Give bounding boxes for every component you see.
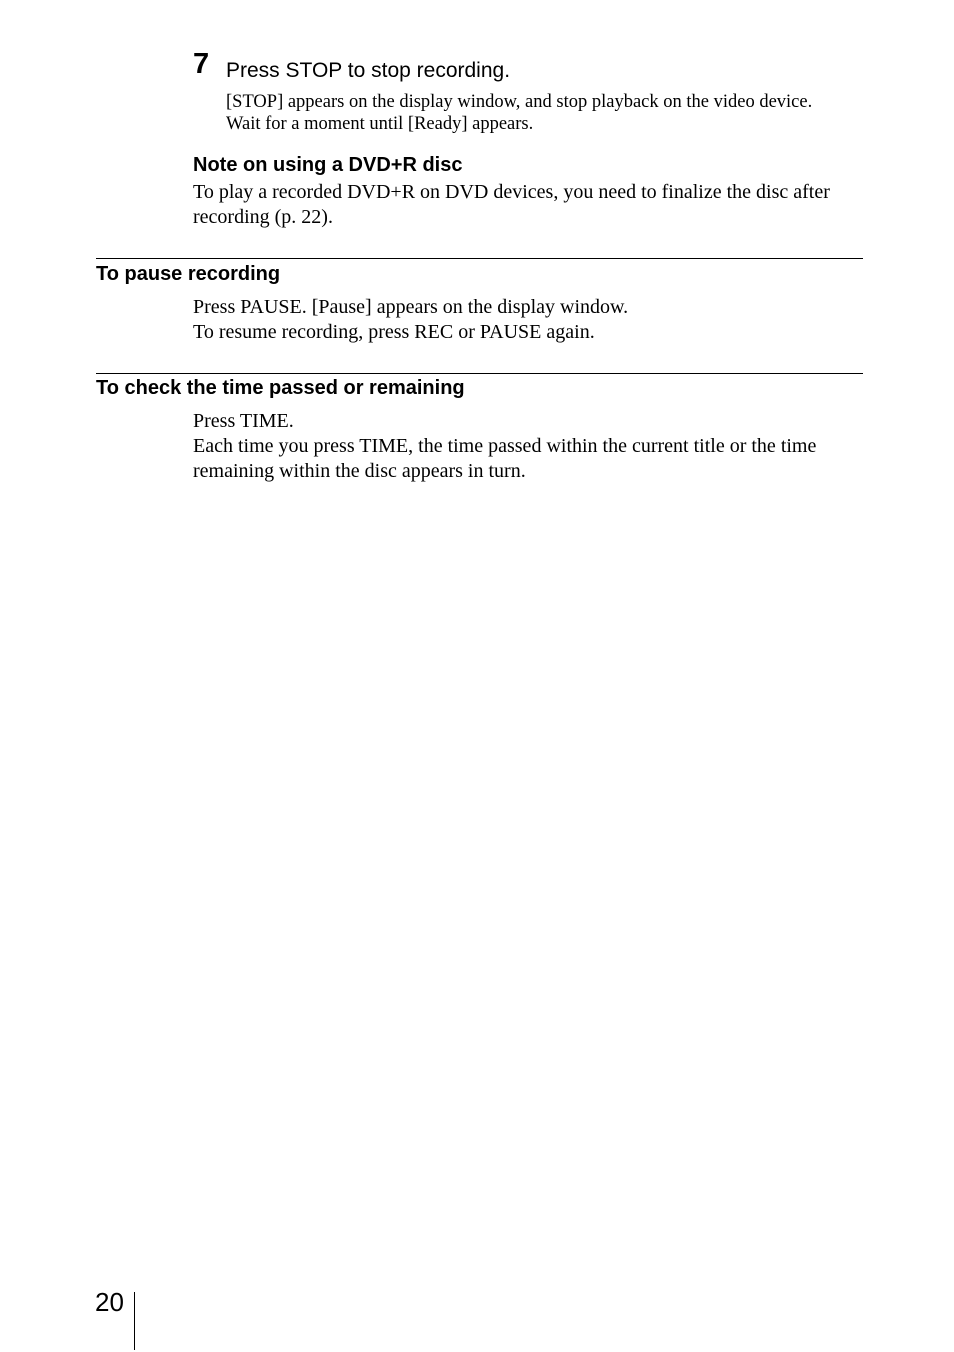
step-line: [STOP] appears on the display window, and stop playback on the video device. [226,92,813,112]
step-number: 7 [193,48,210,80]
section-heading: To check the time passed or remaining [96,377,465,399]
step-title: Press STOP to stop recording. [226,59,511,82]
step-description [226,91,876,135]
step-line: Wait for a moment until [Ready] appears. [226,114,534,134]
section-line: Press TIME. [193,410,294,432]
section-line: Press PAUSE. [Pause] appears on the display window. [193,296,629,318]
section-divider [96,373,863,374]
section-divider [96,258,863,259]
section-line: To resume recording, press REC or PAUSE again. [193,321,595,343]
note-paragraph: To play a recorded DVD+R on DVD devices, you need to finalize the disc after recording (p. 22). [193,181,830,228]
section-line: Each time you press TIME, the time passed within the current title or the time remaining within the disc appears in turn. [193,435,817,482]
page-margin-bar [134,1292,135,1350]
section-body [193,409,868,484]
section-heading: To pause recording [96,263,281,285]
note-heading: Note on using a DVD+R disc [193,154,463,176]
section-body [193,295,868,345]
page-number: 20 [95,1287,124,1317]
note-text [193,180,868,230]
